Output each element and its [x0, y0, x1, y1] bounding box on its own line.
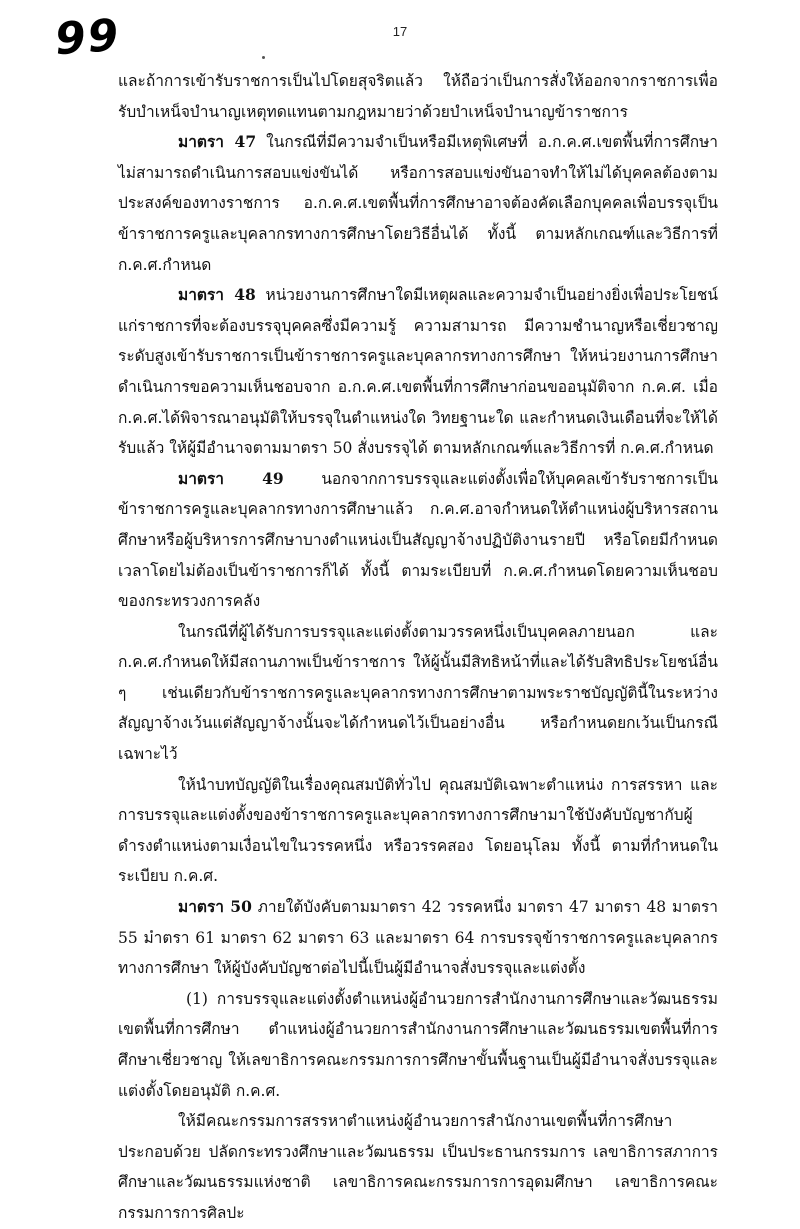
paragraph-section-47 — [118, 127, 718, 280]
paragraph-section-50 — [118, 892, 718, 984]
paragraph-text: ให้นำบทบัญญัติในเรื่องคุณสมบัติทั่วไป คุณสมบัติเฉพาะตำแหน่ง การสรรหา และการบรรจุและแต่งตั้งของข้าราชการครูและบุคลากรทางการศึกษามาใช้บังคับบัญชากับผู้ดำรงตำแหน่งตามเงื่อนไขในวรรคหนึ่ง หรือวรรคสอง โดยอนุโลม ทั้งนี้ ตามที่กำหนดในระเบียบ ก.ค.ศ. — [118, 775, 718, 886]
paragraph-text: ในกรณีที่ผู้ได้รับการบรรจุและแต่งตั้งตามวรรคหนึ่งเป็นบุคคลภายนอก และ ก.ค.ศ.กำหนดให้มีสถานภาพเป็นข้าราชการ ให้ผู้นั้นมีสิทธิหน้าที่และได้รับสิทธิประโยชน์อื่น ๆ เช่นเดียวกับข้าราชการครูและบุคลากรทางการศึกษาตามพระราชบัญญัตินี้ในระหว่างสัญญาจ้างเว้นแต่สัญญาจ้างนั้นจะได้กำหนดไว้เป็นอย่างอื่น หรือกำหนดยกเว้นเป็นกรณีเฉพาะไว้ — [118, 622, 718, 764]
paragraph-text: และถ้าการเข้ารับราชการเป็นไปโดยสุจริตแล้ว ให้ถือว่าเป็นการสั่งให้ออกจากราชการเพื่อรับบำเหน็จบำนาญเหตุทดแทนตามกฎหมายว่าด้วยบำเหน็จบำนาญข้าราชการ — [118, 72, 718, 121]
paragraph-section-48 — [118, 280, 718, 464]
section-heading: มาตรา 47 — [178, 132, 257, 152]
paragraph-section-49 — [118, 464, 718, 617]
paragraph-text: ในกรณีที่มีความจำเป็นหรือมีเหตุพิเศษที่ อ.ก.ค.ศ.เขตพื้นที่การศึกษาไม่สามารถดำเนินการสอบแข่งขันได้ หรือการสอบแข่งขันอาจทำให้ไม่ได้บุคคลต้องตามประสงค์ของทางราชการ อ.ก.ค.ศ.เขตพื้นที่การศึกษาอาจต้องคัดเลือกบุคคลเพื่อบรรจุเป็นข้าราชการครูและบุคลากรทางการศึกษาโดยวิธีอื่นได้ ทั้งนี้ ตามหลักเกณฑ์และวิธีการที่ ก.ค.ศ.กำหนด — [118, 133, 718, 274]
section-heading: มาตรา 49 — [178, 468, 284, 488]
section-heading: มาตรา 50 — [178, 897, 252, 917]
document-body — [118, 66, 718, 1229]
paragraph-text: นอกจากการบรรจุและแต่งตั้งเพื่อให้บุคคลเข้ารับราชการเป็นข้าราชการครูและบุคลากรทางการศึกษาแล้ว ก.ค.ศ.อาจกำหนดให้ตำแหน่งผู้บริหารสถานศึกษาหรือผู้บริหารการศึกษาบางตำแหน่งเป็นสัญญาจ้างปฏิบัติงานรายปี หรือโดยมีกำหนดเวลาโดยไม่ต้องเป็นข้าราชการก็ได้ ทั้งนี้ ตามระเบียบที่ ก.ค.ศ.กำหนดโดยความเห็นชอบของกระทรวงการคลัง — [118, 469, 718, 611]
scan-speck — [262, 56, 265, 59]
handwritten-page-mark: 99 — [53, 9, 122, 66]
paragraph-selection-committee — [118, 1106, 718, 1228]
paragraph-text: ให้มีคณะกรรมการสรรหาตำแหน่งผู้อำนวยการสำนักงานเขตพื้นที่การศึกษาประกอบด้วย ปลัดกระทรวงศึกษาและวัฒนธรรม เป็นประธานกรรมการ เลขาธิการสภาการศึกษาและวัฒนธรรมแห่งชาติ เลขาธิการคณะกรรมการการอุดมศึกษา เลขาธิการคณะกรรมการการศิลปะ — [118, 1112, 718, 1222]
section-heading: มาตรา 48 — [178, 285, 256, 305]
paragraph-text: (1) การบรรจุและแต่งตั้งตำแหน่งผู้อำนวยการสำนักงานการศึกษาและวัฒนธรรมเขตพื้นที่การศึกษา ตำแหน่งผู้อำนวยการสำนักงานการศึกษาและวัฒนธรรมเขตพื้นที่การศึกษาเชี่ยวชาญ ให้เลขาธิการคณะกรรมการการศึกษาขั้นพื้นฐานเป็นผู้มีอำนาจสั่งบรรจุและแต่งตั้งโดยอนุมัติ ก.ค.ศ. — [118, 989, 718, 1100]
paragraph-section-49-clause-2 — [118, 617, 718, 770]
paragraph-section-49-clause-3 — [118, 770, 718, 892]
paragraph-continuation — [118, 66, 718, 127]
paragraph-section-50-item-1 — [118, 984, 718, 1106]
paragraph-text: หน่วยงานการศึกษาใดมีเหตุผลและความจำเป็นอย่างยิ่งเพื่อประโยชน์แก่ราชการที่จะต้องบรรจุบุคคลซึ่งมีความรู้ ความสามารถ มีความชำนาญหรือเชี่ยวชาญระดับสูงเข้ารับราชการเป็นข้าราชการครูและบุคลากรทางการศึกษา ให้หน่วยงานการศึกษาดำเนินการขอความเห็นชอบจาก อ.ก.ค.ศ.เขตพื้นที่การศึกษาก่อนขออนุมัติจาก ก.ค.ศ. เมื่อ ก.ค.ศ.ได้พิจารณาอนุมัติให้บรรจุในตำแหน่งใด วิทยฐานะใด และกำหนดเงินเดือนที่จะให้ได้รับแล้ว ให้ผู้มีอำนาจตามมาตรา 50 สั่งบรรจุได้ ตามหลักเกณฑ์และวิธีการที่ ก.ค.ศ.กำหนด — [118, 286, 718, 458]
page-number: 17 — [392, 24, 408, 39]
paragraph-text: ภายใต้บังคับตามมาตรา 42 วรรคหนึ่ง มาตรา 47 มาตรา 48 มาตรา 55 มาตรา 61 มาตรา 62 มาตรา 63 และมาตรา 64 การบรรจุข้าราชการครูและบุคลากรทางการศึกษา ให้ผู้บังคับบัญชาต่อไปนี้เป็นผู้มีอำนาจสั่งบรรจุและแต่งตั้ง — [118, 898, 718, 978]
